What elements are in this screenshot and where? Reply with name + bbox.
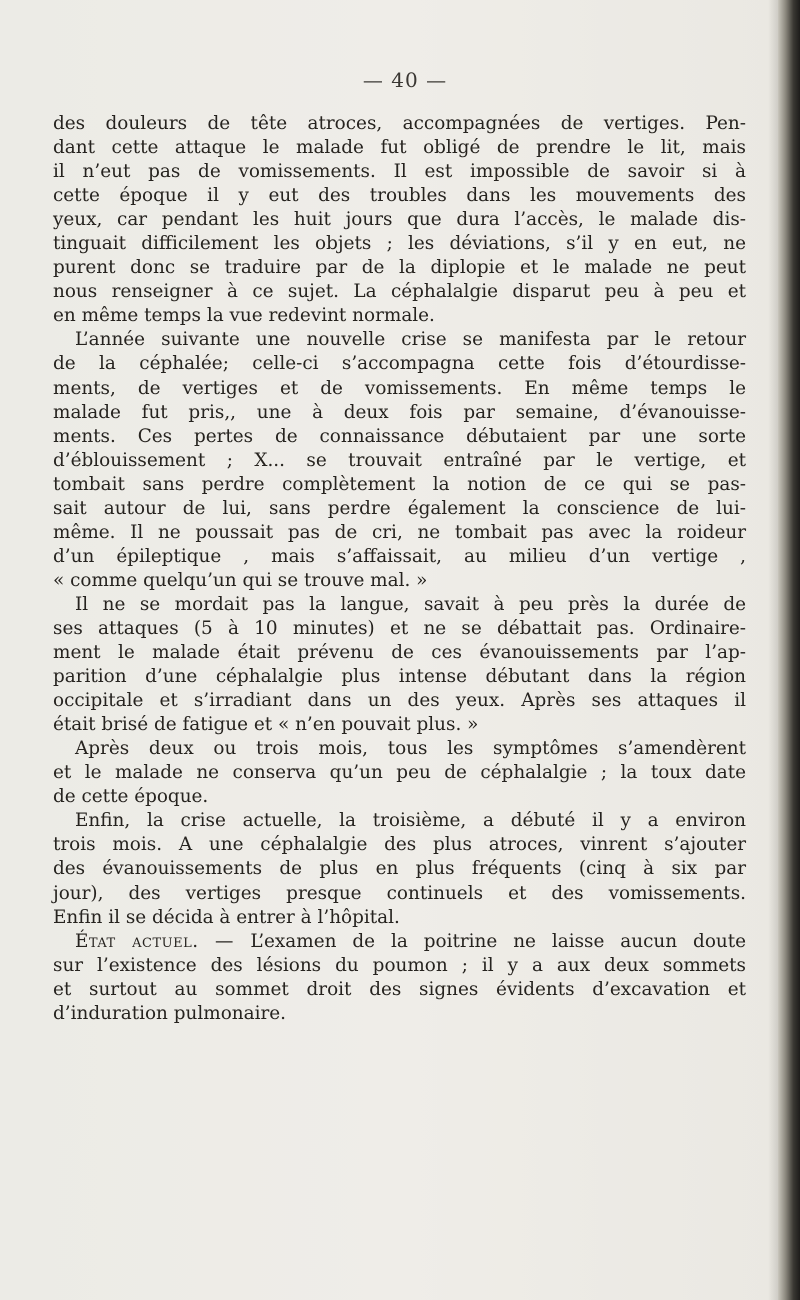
text-line xyxy=(53,930,746,954)
page-binding-edge xyxy=(778,0,800,1300)
text-line: L’année suivante une nouvelle crise se manifesta par le retour xyxy=(75,329,746,351)
text-line: Enfin il se décida à entrer à l’hôpital. xyxy=(53,906,400,928)
text-line: tinguait difficilement les objets ; les déviations, s’il y en eut, ne xyxy=(53,233,746,255)
text-line: des douleurs de tête atroces, accompagnées de vertiges. Pen- xyxy=(53,113,746,134)
text-line: d’induration pulmonaire. xyxy=(53,1002,286,1024)
text-line: en même temps la vue redevint normale. xyxy=(53,305,435,327)
section-label: État actuel. — xyxy=(75,930,251,952)
text-line: Il ne se mordait pas la langue, savait à peu près la durée de xyxy=(75,593,746,615)
text-line: ment le malade était prévenu de ces évanouissements par l’ap- xyxy=(53,642,746,664)
page-number-header: — 40 — xyxy=(362,68,448,92)
text-line: ments. Ces pertes de connaissance débutaient par une sorte xyxy=(53,425,746,447)
section-text: L’examen de la poitrine ne laisse aucun doute xyxy=(250,930,747,952)
text-line: ses attaques (5 à 10 minutes) et ne se débattait pas. Ordinaire- xyxy=(53,617,746,639)
text-line: des évanouissements de plus en plus fréquents (cinq à six par xyxy=(53,858,746,880)
text-line: et surtout au sommet droit des signes évidents d’excavation et xyxy=(53,978,746,1000)
text-line: sait autour de lui, sans perdre également la conscience de lui- xyxy=(53,497,746,519)
text-line: purent donc se traduire par de la diplopie et le malade ne peut xyxy=(53,257,746,279)
text-line: tombait sans perdre complètement la notion de ce qui se pas- xyxy=(53,473,746,495)
text-line: il n’eut pas de vomissements. Il est impossible de savoir si à xyxy=(53,161,746,183)
text-line: était brisé de fatigue et « n’en pouvait plus. » xyxy=(53,714,479,736)
text-line: occipitale et s’irradiant dans un des yeux. Après ses attaques il xyxy=(53,690,746,712)
body-text xyxy=(53,112,746,1026)
text-line: Après deux ou trois mois, tous les symptômes s’amendèrent xyxy=(75,738,746,760)
text-line: trois mois. A une céphalalgie des plus atroces, vinrent s’ajouter xyxy=(53,834,746,856)
text-line: de la céphalée; celle-ci s’accompagna cette fois d’étourdisse- xyxy=(53,353,746,375)
text-line: cette époque il y eut des troubles dans les mouvements des xyxy=(53,185,746,207)
text-line: jour), des vertiges presque continuels et des vomissements. xyxy=(53,882,746,904)
text-line: sur l’existence des lésions du poumon ; il y a aux deux sommets xyxy=(53,954,746,976)
text-line: même. Il ne poussait pas de cri, ne tombait pas avec la roideur xyxy=(53,521,746,543)
page-gutter-shadow xyxy=(768,0,778,1300)
text-line: de cette époque. xyxy=(53,786,209,808)
text-line: yeux, car pendant les huit jours que dura l’accès, le malade dis- xyxy=(53,209,746,231)
text-line: nous renseigner à ce sujet. La céphalalgie disparut peu à peu et xyxy=(53,281,746,303)
text-line: Enfin, la crise actuelle, la troisième, a débuté il y a environ xyxy=(75,810,746,832)
text-line: malade fut pris,, une à deux fois par semaine, d’évanouisse- xyxy=(53,401,746,423)
text-line: et le malade ne conserva qu’un peu de céphalalgie ; la toux date xyxy=(53,762,746,784)
text-line: dant cette attaque le malade fut obligé de prendre le lit, mais xyxy=(53,137,746,159)
text-line: parition d’une céphalalgie plus intense débutant dans la région xyxy=(53,666,746,688)
text-line: « comme quelqu’un qui se trouve mal. » xyxy=(53,569,428,591)
text-line: d’éblouissement ; X... se trouvait entraîné par le vertige, et xyxy=(53,449,746,471)
text-line: d’un épileptique , mais s’affaissait, au milieu d’un vertige , xyxy=(53,545,746,567)
text-line: ments, de vertiges et de vomissements. En même temps le xyxy=(53,377,746,399)
